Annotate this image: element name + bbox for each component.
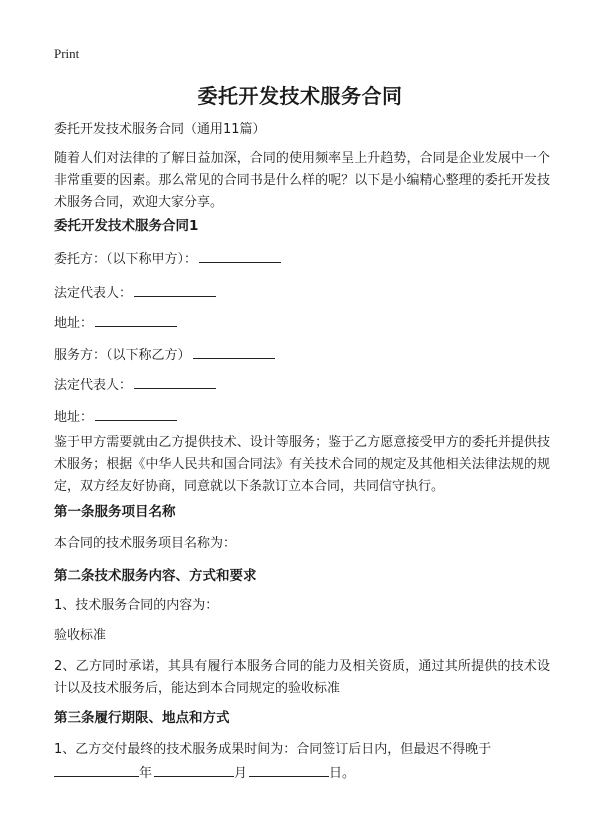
legal-rep-blank-2 bbox=[134, 374, 216, 389]
deadline-date-line bbox=[54, 762, 550, 784]
address-label-2: 地址： bbox=[54, 410, 94, 425]
provider-blank bbox=[193, 344, 275, 359]
article-2-heading: 第二条技术服务内容、方式和要求 bbox=[54, 568, 257, 584]
article-3-heading: 第三条履行期限、地点和方式 bbox=[54, 710, 230, 726]
month-label: 月 bbox=[234, 766, 248, 781]
legal-rep-label-2: 法定代表人： bbox=[54, 378, 133, 393]
client-label: 委托方：（以下称甲方）： bbox=[54, 252, 198, 267]
legal-rep-field-1 bbox=[54, 282, 550, 304]
print-link[interactable]: Print bbox=[54, 46, 80, 61]
year-blank bbox=[54, 762, 139, 777]
article-2-item-2: 2、乙方同时承诺，其具有履行本服务合同的能力及相关资质，通过其所提供的技术设计以及技术服务后，能达到本合同规定的验收标准 bbox=[54, 659, 550, 696]
provider-label: 服务方：（以下称乙方） bbox=[54, 348, 191, 363]
day-blank bbox=[249, 762, 329, 777]
article-3-item-1: 1、乙方交付最终的技术服务成果时间为：合同签订后日内，但最迟不得晚于 bbox=[54, 742, 492, 757]
day-label: 日。 bbox=[329, 766, 356, 781]
year-label: 年 bbox=[139, 766, 153, 781]
address-field-2 bbox=[54, 406, 550, 428]
address-field-1 bbox=[54, 312, 550, 334]
document-subtitle: 委托开发技术服务合同（通用11篇） bbox=[54, 122, 266, 137]
intro-paragraph: 随着人们对法律的了解日益加深，合同的使用频率呈上升趋势，合同是企业发展中一个非常重要的因素。那么常见的合同书是什么样的呢？以下是小编精心整理的委托开发技术服务合同，欢迎大家分享。 bbox=[54, 151, 550, 210]
acceptance-standard: 验收标准 bbox=[54, 628, 107, 643]
contract-heading: 委托开发技术服务合同1 bbox=[54, 218, 199, 234]
month-blank bbox=[154, 762, 234, 777]
article-1-heading: 第一条服务项目名称 bbox=[54, 504, 176, 520]
legal-rep-blank-1 bbox=[134, 282, 216, 297]
provider-field bbox=[54, 344, 550, 366]
client-field bbox=[54, 248, 550, 270]
address-label-1: 地址： bbox=[54, 316, 94, 331]
client-blank bbox=[199, 248, 281, 263]
address-blank-1 bbox=[95, 312, 177, 327]
article-2-item-1: 1、技术服务合同的内容为： bbox=[54, 598, 219, 613]
legal-rep-label-1: 法定代表人： bbox=[54, 286, 133, 301]
preamble-paragraph: 鉴于甲方需要就由乙方提供技术、设计等服务；鉴于乙方愿意接受甲方的委托并提供技术服务；根据《中华人民共和国合同法》有关技术合同的规定及其他相关法律法规的规定，双方经友好协商，同意就以下条款订立本合同，共同信守执行。 bbox=[54, 435, 550, 494]
legal-rep-field-2 bbox=[54, 374, 550, 396]
address-blank-2 bbox=[95, 406, 177, 421]
article-1-text: 本合同的技术服务项目名称为： bbox=[54, 536, 237, 551]
document-title: 委托开发技术服务合同 bbox=[197, 84, 403, 108]
